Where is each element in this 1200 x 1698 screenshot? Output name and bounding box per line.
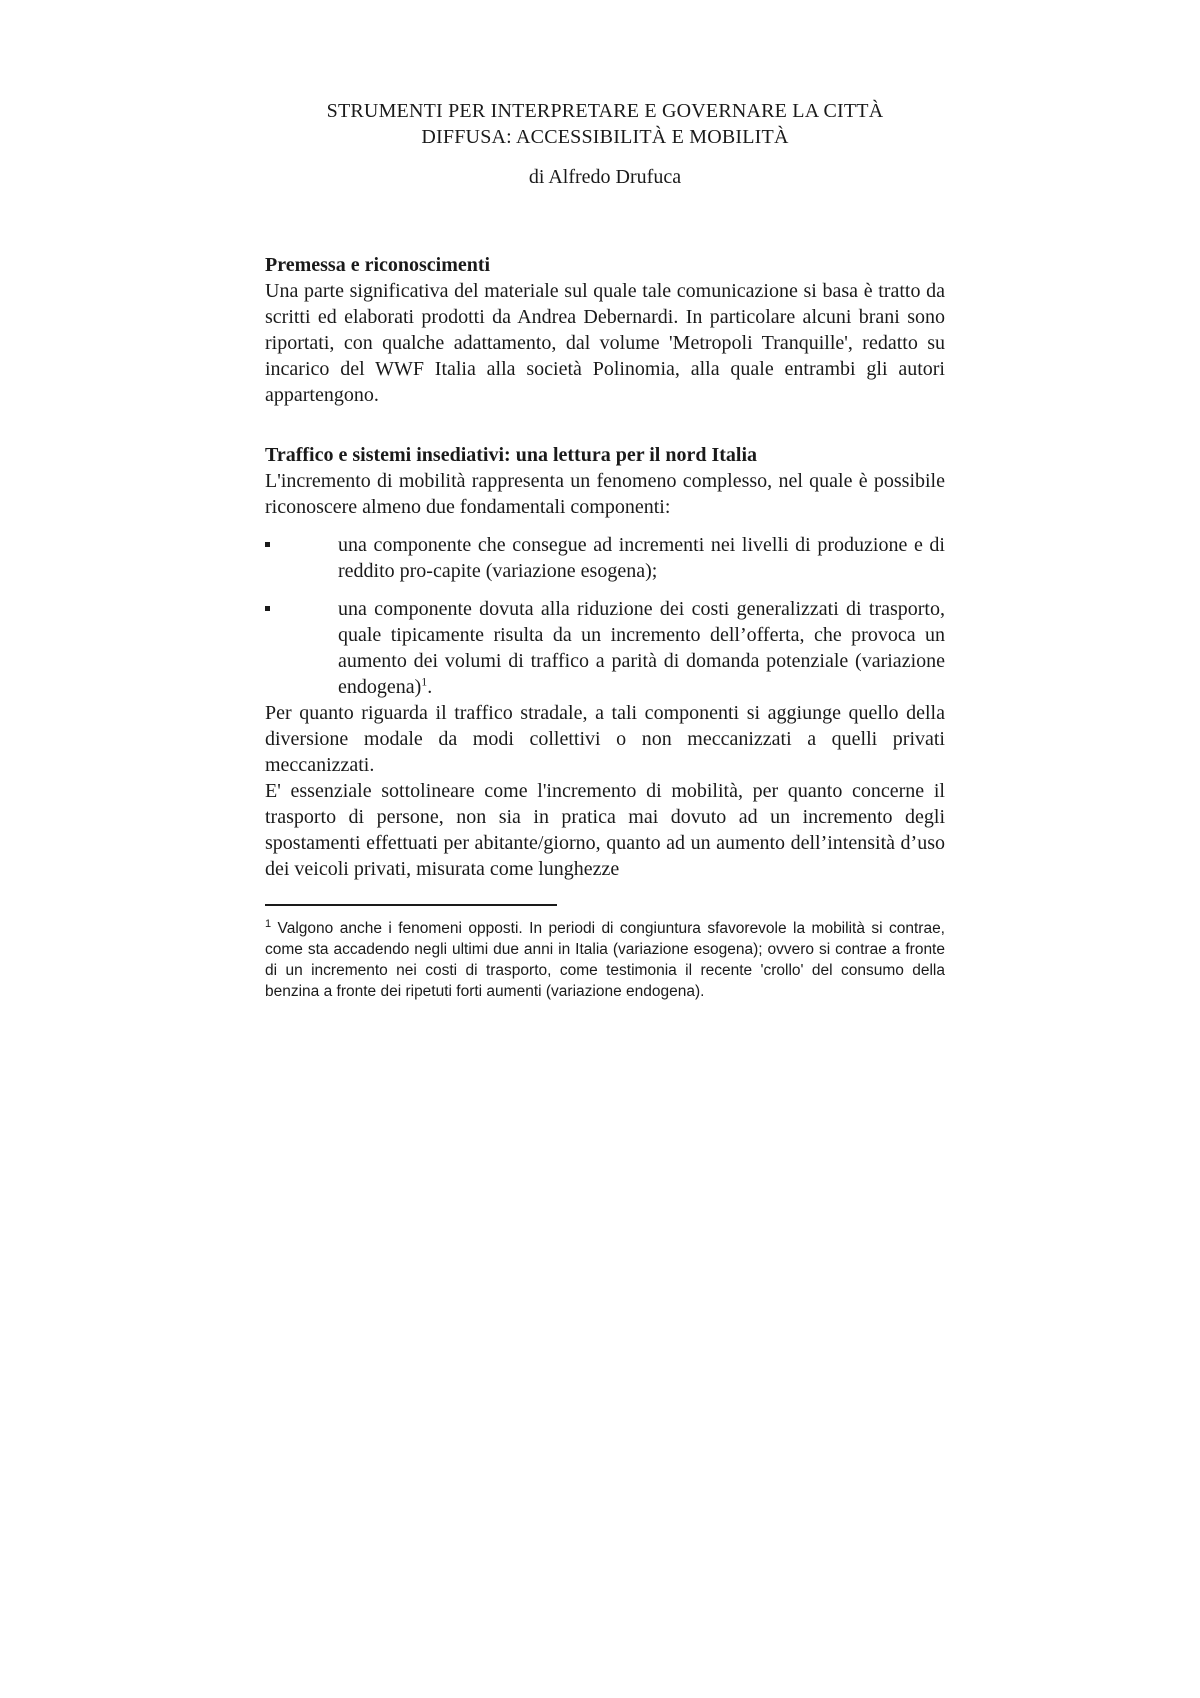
list-item: [265, 596, 945, 700]
component-list: [265, 532, 945, 700]
footnote-number: 1: [265, 917, 272, 930]
paragraph-intro: L'incremento di mobilità rappresenta un fenomeno complesso, nel quale è possibile riconoscere almeno due fondamentali componenti:: [265, 470, 945, 518]
list-item: [265, 532, 945, 584]
bullet-icon: [265, 542, 270, 547]
paragraph-traffico-stradale: Per quanto riguarda il traffico stradale, a tali componenti si aggiunge quello della diversione modale da modi collettivi o non meccanizzati a quelli privati meccanizzati.: [265, 702, 945, 776]
document-page: [265, 98, 945, 1018]
paragraph-premessa: Una parte significativa del materiale sul quale tale comunicazione si basa è tratto da scritti ed elaborati prodotti da Andrea Debernardi. In particolare alcuni brani sono riportati, con qualche adattamento, dal volume 'Metropoli Tranquille', redatto su incarico del WWF Italia alla società Polinomia, alla quale entrambi gli autori appartengono.: [265, 280, 945, 406]
author-line: di Alfredo Drufuca: [528, 166, 682, 188]
list-item-text: una componente dovuta alla riduzione dei costi generalizzati di trasporto, quale tipicamente risulta da un incremento dell’offerta, che provoca un aumento dei volumi di traffico a parità di domanda potenziale (variazione endogena): [338, 598, 945, 698]
footnote-reference[interactable]: 1: [421, 674, 428, 689]
footnote-text: Valgono anche i fenomeni opposti. In periodi di congiuntura sfavorevole la mobilità si contrae, come sta accadendo negli ultimi due anni in Italia (variazione esogena); ovvero si contrae a fronte di un incremento nei costi di trasporto, come testimonia il recente 'crollo' del consumo della benzina a fronte dei ripetuti forti aumenti (variazione endogena).: [265, 920, 945, 1000]
footnote-divider: [265, 904, 557, 906]
document-title: [265, 98, 945, 150]
list-item-end: .: [427, 676, 433, 698]
bullet-icon: [265, 606, 270, 611]
section-heading-premessa: Premessa e riconoscimenti: [265, 254, 491, 276]
title-line-2: DIFFUSA: ACCESSIBILITÀ E MOBILITÀ: [421, 126, 789, 148]
section-heading-traffico: Traffico e sistemi insediativi: una lettura per il nord Italia: [265, 444, 758, 466]
footnote: [265, 918, 945, 1002]
paragraph-essenziale: E' essenziale sottolineare come l'incremento di mobilità, per quanto concerne il trasporto di persone, non sia in pratica mai dovuto ad un incremento degli spostamenti effettuati per abitante/giorno, quanto ad un aumento dell’intensità d’uso dei veicoli privati, misurata come lunghezze: [265, 780, 945, 880]
list-item-text: una componente che consegue ad incrementi nei livelli di produzione e di reddito pro-capite (variazione esogena);: [338, 534, 945, 582]
title-line-1: STRUMENTI PER INTERPRETARE E GOVERNARE LA CITTÀ: [326, 100, 884, 122]
